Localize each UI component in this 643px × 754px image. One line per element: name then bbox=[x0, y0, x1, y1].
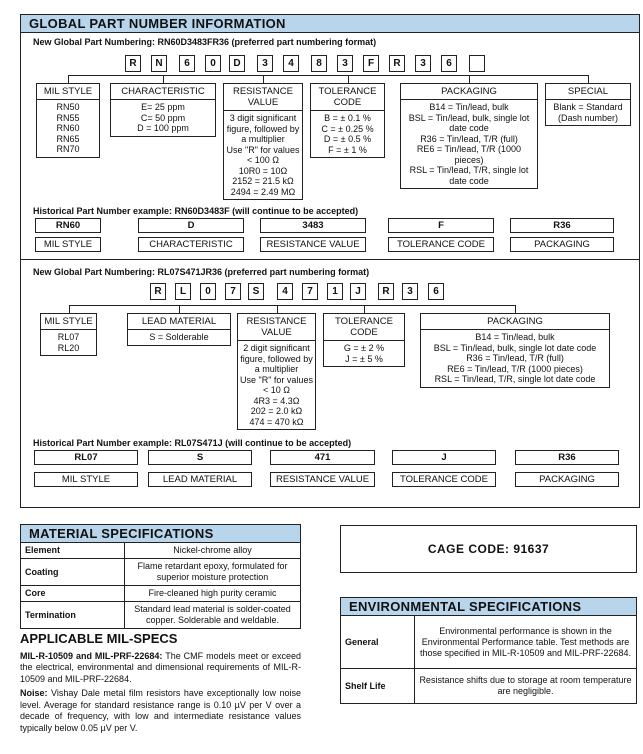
mil-specs-title: APPLICABLE MIL-SPECS bbox=[20, 631, 178, 646]
field-line: Use "R" for values < 10 Ω bbox=[240, 374, 313, 395]
field-line: RN50 bbox=[56, 102, 80, 112]
historical-label: MIL STYLE bbox=[34, 472, 138, 487]
field-line: RE6 = Tin/lead, T/R (1000 pieces) bbox=[447, 363, 583, 374]
field-line: C= 50 ppm bbox=[140, 112, 186, 123]
field-title: RESISTANCE VALUE bbox=[224, 84, 302, 111]
field-title: CHARACTERISTIC bbox=[111, 84, 215, 100]
part-char-box: 0 bbox=[200, 283, 216, 300]
field-content bbox=[111, 100, 215, 136]
material-table bbox=[20, 542, 301, 629]
part-char-box: 3 bbox=[402, 283, 418, 300]
connector-line bbox=[469, 75, 470, 83]
historical-value: D bbox=[138, 218, 244, 233]
field-box bbox=[545, 83, 631, 126]
applicable-mil-specs bbox=[20, 633, 301, 734]
spec-row bbox=[21, 602, 301, 629]
part-char-box: R bbox=[125, 55, 141, 72]
historical-label: PACKAGING bbox=[510, 237, 614, 252]
spec-row bbox=[341, 669, 637, 704]
connector-line bbox=[69, 305, 70, 313]
field-box bbox=[127, 313, 231, 346]
global-part-number-title: GLOBAL PART NUMBER INFORMATION bbox=[21, 15, 639, 33]
field-line: Blank = Standard (Dash number) bbox=[553, 102, 623, 123]
spec-label: Shelf Life bbox=[341, 669, 415, 704]
field-line: S = Solderable bbox=[149, 332, 209, 342]
field-title: LEAD MATERIAL bbox=[128, 314, 230, 330]
part-char-box: 3 bbox=[415, 55, 431, 72]
field-line: 2152 = 21.5 kΩ bbox=[232, 176, 294, 186]
spec-value: Fire-cleaned high purity ceramic bbox=[125, 586, 301, 602]
connector-line bbox=[68, 75, 69, 83]
field-content bbox=[41, 330, 96, 355]
spec-value: Nickel-chrome alloy bbox=[125, 543, 301, 559]
field-title: PACKAGING bbox=[401, 84, 537, 100]
field-box bbox=[237, 313, 316, 430]
part-char-box: 7 bbox=[225, 283, 241, 300]
historical-label: CHARACTERISTIC bbox=[138, 237, 244, 252]
field-box bbox=[223, 83, 303, 200]
section-divider bbox=[20, 259, 640, 260]
part-numbering-intro: New Global Part Numbering: RN60D3483FR36 (preferred part numbering format) bbox=[33, 37, 377, 47]
connector-line bbox=[364, 305, 365, 313]
spec-label: Coating bbox=[21, 559, 125, 586]
field-line: E= 25 ppm bbox=[141, 102, 185, 112]
spec-value: Resistance shifts due to storage at room temperature are negligible. bbox=[415, 669, 637, 704]
historical-label: TOLERANCE CODE bbox=[392, 472, 496, 487]
spec-label: General bbox=[341, 616, 415, 669]
part-char-box: R bbox=[150, 283, 166, 300]
spec-row bbox=[21, 543, 301, 559]
part-char-box: R bbox=[389, 55, 405, 72]
historical-value: 3483 bbox=[260, 218, 366, 233]
material-title: MATERIAL SPECIFICATIONS bbox=[20, 524, 301, 542]
field-content bbox=[311, 111, 384, 157]
field-content bbox=[324, 341, 404, 366]
historical-value: F bbox=[388, 218, 494, 233]
part-char-box: 7 bbox=[302, 283, 318, 300]
field-line: Use "R" for values < 100 Ω bbox=[226, 144, 300, 165]
spec-label: Core bbox=[21, 586, 125, 602]
field-line: B14 = Tin/lead, bulk bbox=[475, 332, 555, 342]
spec-row bbox=[21, 559, 301, 586]
field-line: 202 = 2.0 kΩ bbox=[250, 406, 303, 416]
cage-code: CAGE CODE: 91637 bbox=[427, 542, 550, 556]
spec-label: Element bbox=[21, 543, 125, 559]
part-char-box: R bbox=[378, 283, 394, 300]
historical-intro: Historical Part Number example: RN60D3483F (will continue to be accepted) bbox=[33, 206, 359, 216]
field-content bbox=[238, 341, 315, 429]
field-line: RL07 bbox=[57, 332, 80, 342]
field-line: BSL = Tin/lead, bulk, single lot date code bbox=[433, 342, 597, 353]
connector-line bbox=[588, 75, 589, 83]
historical-value: S bbox=[148, 450, 252, 465]
field-content bbox=[421, 330, 609, 387]
field-line: J = ± 5 % bbox=[345, 353, 383, 364]
field-line: RN55 bbox=[56, 112, 80, 123]
field-box bbox=[36, 83, 100, 158]
field-line: RN60 bbox=[56, 123, 80, 133]
part-char-box: 0 bbox=[205, 55, 221, 72]
connector-line bbox=[277, 305, 278, 313]
historical-value: RL07 bbox=[34, 450, 138, 465]
field-line: RE6 = Tin/lead, T/R (1000 pieces) bbox=[416, 144, 522, 165]
historical-label: PACKAGING bbox=[515, 472, 619, 487]
field-line: D = ± 0.5 % bbox=[323, 134, 372, 144]
connector-bar bbox=[69, 305, 516, 306]
spec-value: Environmental performance is shown in the Environmental Performance table. Test methods are those specified in MIL-R-10509 and MIL-PRF-22684. bbox=[415, 616, 637, 669]
cage-code-box bbox=[340, 525, 637, 573]
field-content bbox=[546, 100, 630, 125]
field-title: RESISTANCE VALUE bbox=[238, 314, 315, 341]
part-char-box: 4 bbox=[283, 55, 299, 72]
field-line: 2494 = 2.49 MΩ bbox=[230, 186, 296, 197]
part-char-box: 3 bbox=[257, 55, 273, 72]
historical-label: TOLERANCE CODE bbox=[388, 237, 494, 252]
part-char-box: D bbox=[229, 55, 245, 72]
historical-label: RESISTANCE VALUE bbox=[270, 472, 375, 487]
field-title: PACKAGING bbox=[421, 314, 609, 330]
field-box bbox=[323, 313, 405, 367]
field-box bbox=[110, 83, 216, 137]
mil-specs-paragraph: MIL-R-10509 and MIL-PRF-22684: The CMF models meet or exceed the electrical, environmental and dimensional requirements of MIL-R-10509 and MIL-PRF-22684. bbox=[20, 650, 302, 684]
material-specifications bbox=[20, 524, 301, 629]
spec-value: Standard lead material is solder-coated copper. Solderable and weldable. bbox=[125, 602, 301, 629]
part-char-box: 4 bbox=[277, 283, 293, 300]
historical-label: MIL STYLE bbox=[35, 237, 101, 252]
field-title: MIL STYLE bbox=[37, 84, 99, 100]
part-char-box: 3 bbox=[337, 55, 353, 72]
part-char-box: J bbox=[350, 283, 366, 300]
field-line: 10R0 = 10Ω bbox=[238, 165, 288, 176]
field-title: TOLERANCE CODE bbox=[324, 314, 404, 341]
connector-line bbox=[179, 305, 180, 313]
field-line: R36 = Tin/lead, T/R (full) bbox=[466, 353, 564, 363]
connector-line bbox=[348, 75, 349, 83]
field-line: D = 100 ppm bbox=[137, 123, 189, 133]
field-content bbox=[37, 100, 99, 157]
part-char-box: 6 bbox=[441, 55, 457, 72]
field-line: RSL = Tin/lead, T/R, single lot date code bbox=[409, 165, 529, 186]
historical-label: RESISTANCE VALUE bbox=[260, 237, 366, 252]
part-char-box: F bbox=[363, 55, 379, 72]
field-content bbox=[224, 111, 302, 199]
part-char-box: 1 bbox=[327, 283, 343, 300]
field-line: 4R3 = 4.3Ω bbox=[253, 395, 300, 406]
historical-value: RN60 bbox=[35, 218, 101, 233]
spec-row bbox=[341, 616, 637, 669]
field-line: 2 digit significant figure, followed by a multiplier bbox=[240, 343, 313, 374]
field-line: R36 = Tin/lead, T/R (full) bbox=[420, 133, 518, 144]
field-title: SPECIAL bbox=[546, 84, 630, 100]
historical-label: LEAD MATERIAL bbox=[148, 472, 252, 487]
noise-paragraph: Noise: Vishay Dale metal film resistors have exceptionally low noise level. Average for standard resistance range is 0.10 µV per V over a decade of frequency, with low and intermediate resistance values typically below 0.05 µV per V. bbox=[20, 688, 301, 733]
field-line: C = ± 0.25 % bbox=[321, 123, 374, 134]
part-char-box: S bbox=[248, 283, 264, 300]
part-char-box bbox=[469, 55, 485, 72]
field-content bbox=[128, 330, 230, 345]
environmental-title: ENVIRONMENTAL SPECIFICATIONS bbox=[340, 597, 637, 615]
connector-bar bbox=[68, 75, 588, 76]
part-numbering-intro: New Global Part Numbering: RL07S471JR36 (preferred part numbering format) bbox=[33, 267, 370, 277]
part-char-box: 8 bbox=[311, 55, 327, 72]
spec-value: Flame retardant epoxy, formulated for superior moisture protection bbox=[125, 559, 301, 586]
field-line: RSL = Tin/lead, T/R, single lot date code bbox=[434, 374, 596, 384]
connector-line bbox=[263, 75, 264, 83]
historical-value: J bbox=[392, 450, 496, 465]
field-line: 3 digit significant figure, followed by a multiplier bbox=[226, 113, 300, 144]
field-content bbox=[401, 100, 537, 188]
spec-row bbox=[21, 586, 301, 602]
connector-line bbox=[163, 75, 164, 83]
field-line: G = ± 2 % bbox=[343, 343, 385, 353]
connector-line bbox=[515, 305, 516, 313]
field-line: BSL = Tin/lead, bulk, single lot date code bbox=[408, 112, 530, 133]
field-line: RN70 bbox=[56, 144, 80, 154]
spec-label: Termination bbox=[21, 602, 125, 629]
field-line: B = ± 0.1 % bbox=[324, 113, 371, 123]
field-title: MIL STYLE bbox=[41, 314, 96, 330]
environmental-table bbox=[340, 615, 637, 704]
field-box bbox=[420, 313, 610, 388]
historical-value: R36 bbox=[515, 450, 619, 465]
field-box bbox=[400, 83, 538, 189]
part-char-box: 6 bbox=[179, 55, 195, 72]
field-line: 474 = 470 kΩ bbox=[249, 416, 304, 427]
field-line: B14 = Tin/lead, bulk bbox=[429, 102, 509, 112]
part-char-box: L bbox=[175, 283, 191, 300]
part-char-box: 6 bbox=[428, 283, 444, 300]
field-line: RN65 bbox=[56, 133, 80, 144]
environmental-specifications bbox=[340, 597, 637, 704]
field-box bbox=[310, 83, 385, 158]
field-line: RL20 bbox=[57, 342, 80, 353]
historical-value: R36 bbox=[510, 218, 614, 233]
historical-intro: Historical Part Number example: RL07S471J (will continue to be accepted) bbox=[33, 438, 352, 448]
part-char-box: N bbox=[151, 55, 167, 72]
historical-value: 471 bbox=[270, 450, 375, 465]
field-title: TOLERANCE CODE bbox=[311, 84, 384, 111]
field-box bbox=[40, 313, 97, 356]
field-line: F = ± 1 % bbox=[328, 144, 367, 155]
